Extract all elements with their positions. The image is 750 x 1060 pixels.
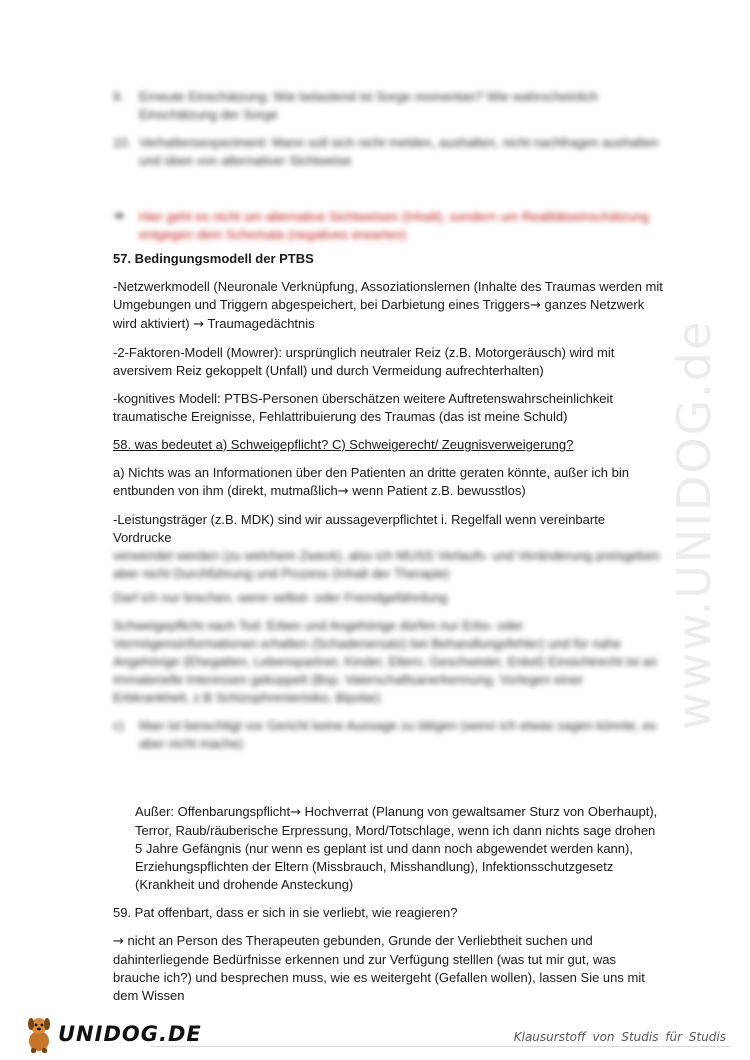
list-item-number: 9. (113, 89, 124, 104)
arrow-right-icon: → (290, 805, 302, 820)
section-57 (113, 250, 663, 426)
watermark: www.UNIDOG.de (667, 319, 721, 730)
list-item-text: Verhaltensexperiment: Mann soll sich nicht melden, aushalten, nicht nachfragen aushalten und üben von alternativer Sichtweise (139, 135, 659, 168)
document-body (113, 88, 663, 1015)
paragraph-leistungstraeger (113, 511, 663, 583)
red-note (113, 208, 663, 244)
arrow-right-icon: → (337, 484, 349, 499)
arrow-right-icon: → (193, 317, 205, 332)
list-item-number: c) (113, 718, 124, 733)
footer-divider (150, 1046, 730, 1047)
section-heading: 57. Bedingungsmodell der PTBS (113, 251, 314, 266)
paragraph-kognitives-modell: -kognitives Modell: PTBS-Personen überschätzen weitere Auftretenswahrscheinlichkeit traumatische Ereignisse, Fehlattribuierung des Traumas (das ist meine Schuld) (113, 391, 614, 424)
list-item-c (113, 717, 663, 753)
section-heading: 59. Pat offenbart, dass er sich in sie verliebt, wie reagieren? (113, 905, 458, 920)
paragraph-nach-tod: Schweigepflicht nach Tod: Erben und Angehörige dürfen nur Erbs- oder Vermögensinformationen erhalten (Schadenersatz) bei Behandlungsfehler) und für nahe Angehörige (Ehegatten, Lebenspartner, Kinder, Eltern, Geschwister, Enkel) Einsichtrecht ist an immaterielle Interessen gekoppelt (Bsp. Vaterschaftsanerkennung, Vorlegen einer Erbkrankheit, z.B Schizophrenierisiko, Bipolar) (113, 618, 658, 705)
text-span: Hochverrat (Planung von gewaltsamer Sturz von Oberhaupt), Terror, Raub/räuberische Erpressung, Mord/Totschlage, wenn ich dann nichts sage drohen 5 Jahre Gefängnis (nur wenn es geplant ist und dann noch abgewendet werden kann), Erziehungspflichten der Eltern (Missbrauch, Misshandlung), Infektionsschutzgesetz (Krankheit und drohende Ansteckung) (135, 804, 658, 892)
red-note-text: Hier geht es nicht um alternative Sichtweisen (Inhalt), sondern um Realitätseinschätzung entgegen dem Schemata (negatives erwarten) (139, 209, 650, 242)
dog-mascot-icon (22, 1014, 56, 1054)
arrow-right-icon: → (529, 298, 541, 313)
paragraph-2-faktoren: -2-Faktoren-Modell (Mowrer): ursprünglich neutraler Reiz (z.B. Motorgeräusch) wird mit aversivem Reiz gekoppelt (Unfall) und durch Vermeidung aufrechterhalten) (113, 345, 615, 378)
unidog-logo[interactable] (22, 1012, 202, 1056)
blurred-top-section (113, 88, 663, 244)
text-span: Außer: Offenbarungspflicht (135, 804, 291, 819)
paragraph-a (113, 464, 663, 501)
text-span: -Netzwerkmodell (Neuronale Verknüpfung, Assoziationslernen (Inhalte des Traumas werden mit Umgebungen und Triggern abgespeichert, bei Darbietung eines Triggers (113, 279, 663, 312)
paragraph-brechen: Darf ich nur brechen, wenn selbst- oder Fremdgefährdung (113, 590, 448, 605)
paragraph-netzwerkmodell (113, 278, 663, 334)
logo-text: UNIDOG.DE (58, 1022, 202, 1046)
list-item-text: Erneute Einschätzung: Wie belastend ist Sorge momentan? Wie wahrscheinlich Einschätzung der Sorge (139, 89, 598, 122)
section-59 (113, 904, 663, 1005)
text-span: wenn Patient z.B. bewusstlos) (348, 483, 526, 498)
arrow-right-icon: → (113, 934, 124, 949)
section-58 (113, 436, 663, 894)
list-item-number: 10. (113, 135, 132, 150)
list-item-10 (113, 134, 663, 170)
text-span: nicht an Person des Therapeuten gebunden, Grunde der Verliebtheit suchen und dahinterliegende Bedürfnisse erkennen und zur Verfügung stelllen (was tut mir gut, was brauche ich?) und besprechen muss, wie es weitergeht (Gefallen wollen), lassen Sie uns mit dem Wissen (113, 933, 645, 1003)
paragraph-answer (113, 932, 663, 1005)
footer-tagline: Klausurstoff von Studis für Studis (513, 1030, 726, 1044)
paragraph-offenbarungspflicht (113, 803, 663, 894)
section-heading: 58. was bedeutet a) Schweigepflicht? C) Schweigerecht/ Zeugnisverweigerung? (113, 437, 574, 452)
blurred-text: verwendet werden (zu welchem Zweck), also ich MUSS Verlaufs- und Veränderung preisgeben aber nicht Durchführung und Prozess (Inhalt der Therapie) (113, 548, 660, 581)
text-span: -Leistungsträger (z.B. MDK) sind wir aussageverpflichtet i. Regelfall wenn vereinbarte Vordrucke (113, 512, 606, 545)
list-item-9 (113, 88, 663, 124)
list-item-text: Man ist berechtigt vor Gericht keine Aussage zu tätigen (wenn ich etwas sagen könnte, es aber nicht mache) (139, 718, 657, 751)
text-span: ganzes Netzwerk wird aktiviert) (113, 297, 645, 331)
text-span: a) Nichts was an Informationen über den Patienten an dritte geraten könnte, außer ich bin entbunden von ihm (direkt, mutmaßlich (113, 465, 629, 498)
blurred-middle-section (113, 589, 663, 753)
text-span: Traumagedächtnis (204, 316, 315, 331)
arrow-bullet-icon: ➜ (113, 209, 124, 224)
